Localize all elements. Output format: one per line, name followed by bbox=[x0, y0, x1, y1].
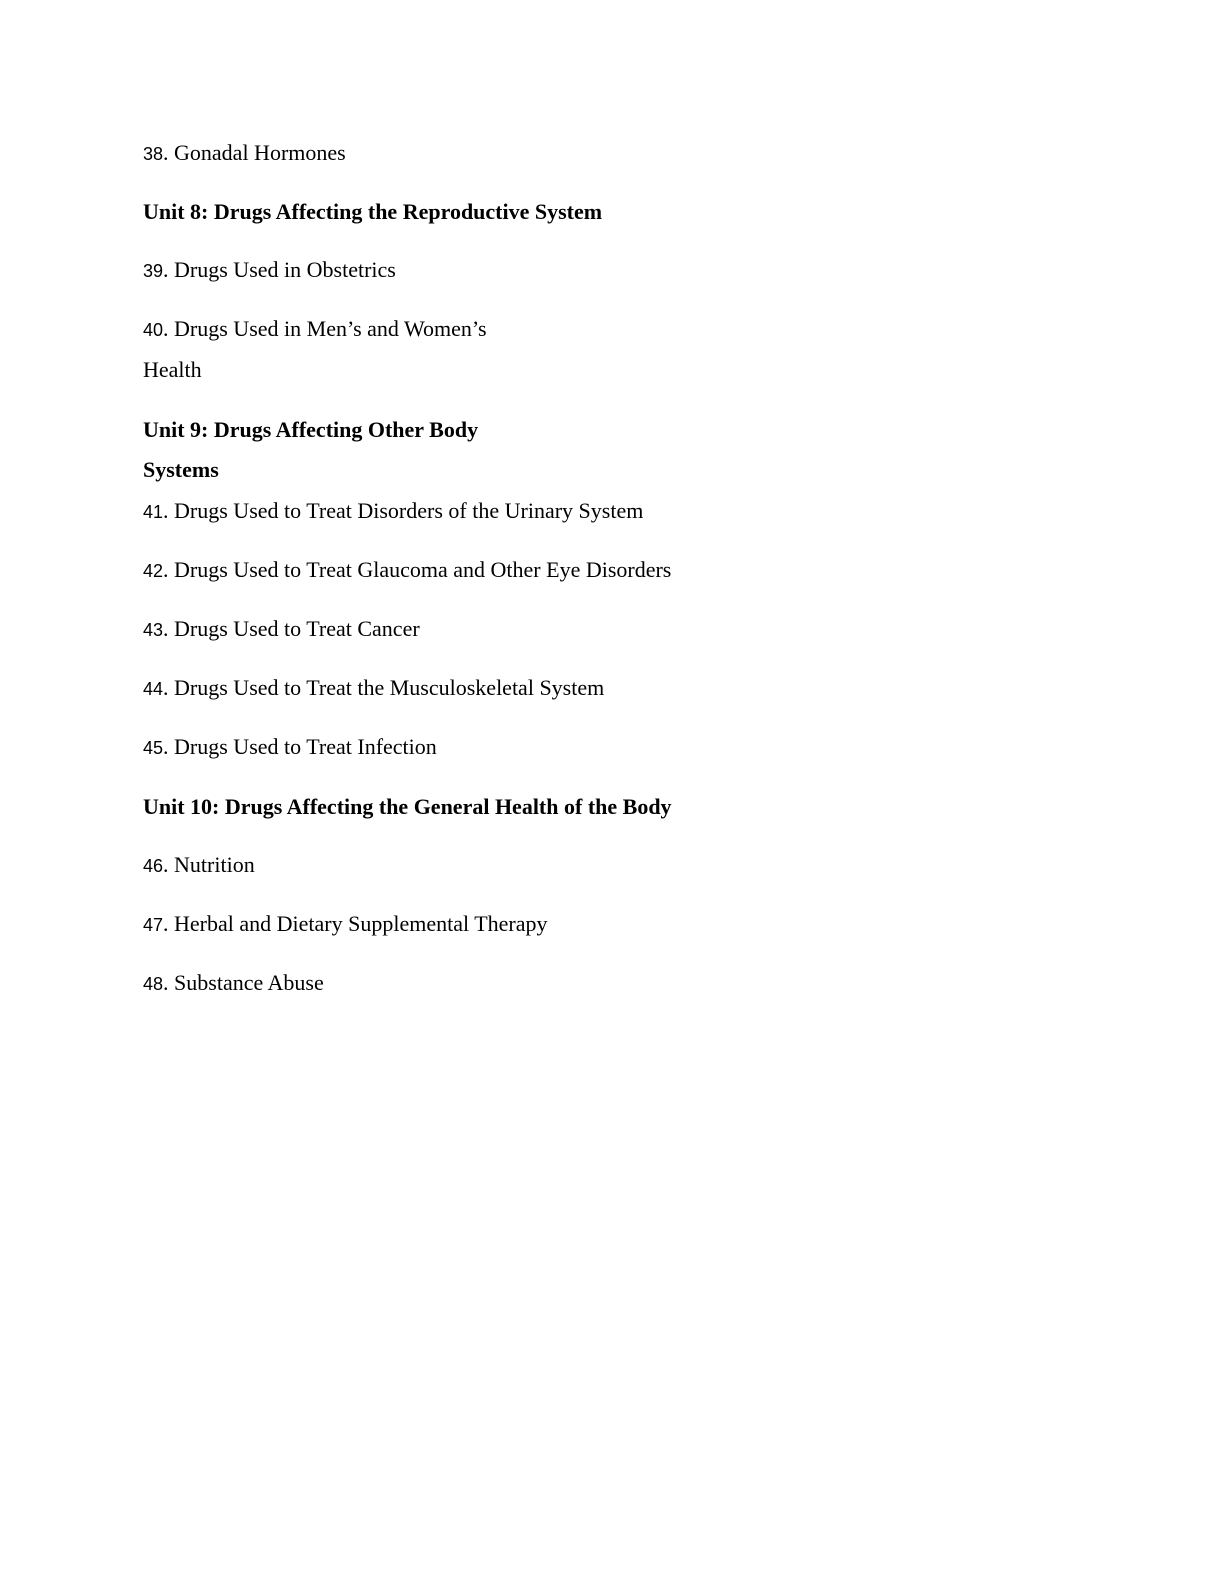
toc-item-48: 48. Substance Abuse bbox=[143, 970, 324, 995]
item-number: 44 bbox=[143, 679, 164, 699]
toc-item-42: 42. Drugs Used to Treat Glaucoma and Other Eye Disorders bbox=[143, 557, 672, 582]
item-number: 46 bbox=[143, 856, 164, 876]
unit-10-heading: Unit 10: Drugs Affecting the General Health of the Body bbox=[143, 794, 672, 819]
item-number: 39 bbox=[143, 261, 164, 281]
item-title: Drugs Used to Treat Cancer bbox=[174, 616, 420, 641]
toc-item-46: 46. Nutrition bbox=[143, 852, 255, 877]
item-number: 45 bbox=[143, 738, 164, 758]
toc-item-41: 41. Drugs Used to Treat Disorders of the Urinary System bbox=[143, 498, 644, 523]
item-number: 48 bbox=[143, 974, 164, 994]
item-title: Substance Abuse bbox=[174, 970, 324, 995]
item-title: Drugs Used to Treat Infection bbox=[174, 734, 437, 759]
item-title: Drugs Used to Treat Glaucoma and Other Eye Disorders bbox=[174, 557, 672, 582]
toc-item-47: 47. Herbal and Dietary Supplemental Therapy bbox=[143, 911, 548, 936]
item-number: 42 bbox=[143, 561, 164, 581]
item-title: Drugs Used to Treat Disorders of the Urinary System bbox=[174, 498, 644, 523]
toc-item-45: 45. Drugs Used to Treat Infection bbox=[143, 734, 437, 759]
item-title: Herbal and Dietary Supplemental Therapy bbox=[174, 911, 548, 936]
toc-item-40: 40. Drugs Used in Men’s and Women’s bbox=[143, 316, 487, 341]
item-number: 41 bbox=[143, 502, 164, 522]
unit-8-heading: Unit 8: Drugs Affecting the Reproductive System bbox=[143, 199, 603, 224]
item-title: Nutrition bbox=[174, 852, 255, 877]
item-title: Drugs Used to Treat the Musculoskeletal System bbox=[174, 675, 605, 700]
toc-item-38: 38. Gonadal Hormones bbox=[143, 140, 346, 165]
item-title: Drugs Used in Men’s and Women’s bbox=[174, 316, 487, 341]
item-number: 43 bbox=[143, 620, 164, 640]
toc-item-44: 44. Drugs Used to Treat the Musculoskeletal System bbox=[143, 675, 605, 700]
item-number: 47 bbox=[143, 915, 164, 935]
toc-item-39: 39. Drugs Used in Obstetrics bbox=[143, 257, 396, 282]
item-title: Drugs Used in Obstetrics bbox=[174, 257, 396, 282]
unit-9-heading-continued: Systems bbox=[143, 457, 219, 482]
item-title: Gonadal Hormones bbox=[174, 140, 346, 165]
toc-item-40-continued: Health bbox=[143, 357, 202, 382]
item-number: 38 bbox=[143, 144, 164, 164]
item-number: 40 bbox=[143, 320, 164, 340]
unit-9-heading: Unit 9: Drugs Affecting Other Body bbox=[143, 417, 479, 442]
toc-item-43: 43. Drugs Used to Treat Cancer bbox=[143, 616, 420, 641]
